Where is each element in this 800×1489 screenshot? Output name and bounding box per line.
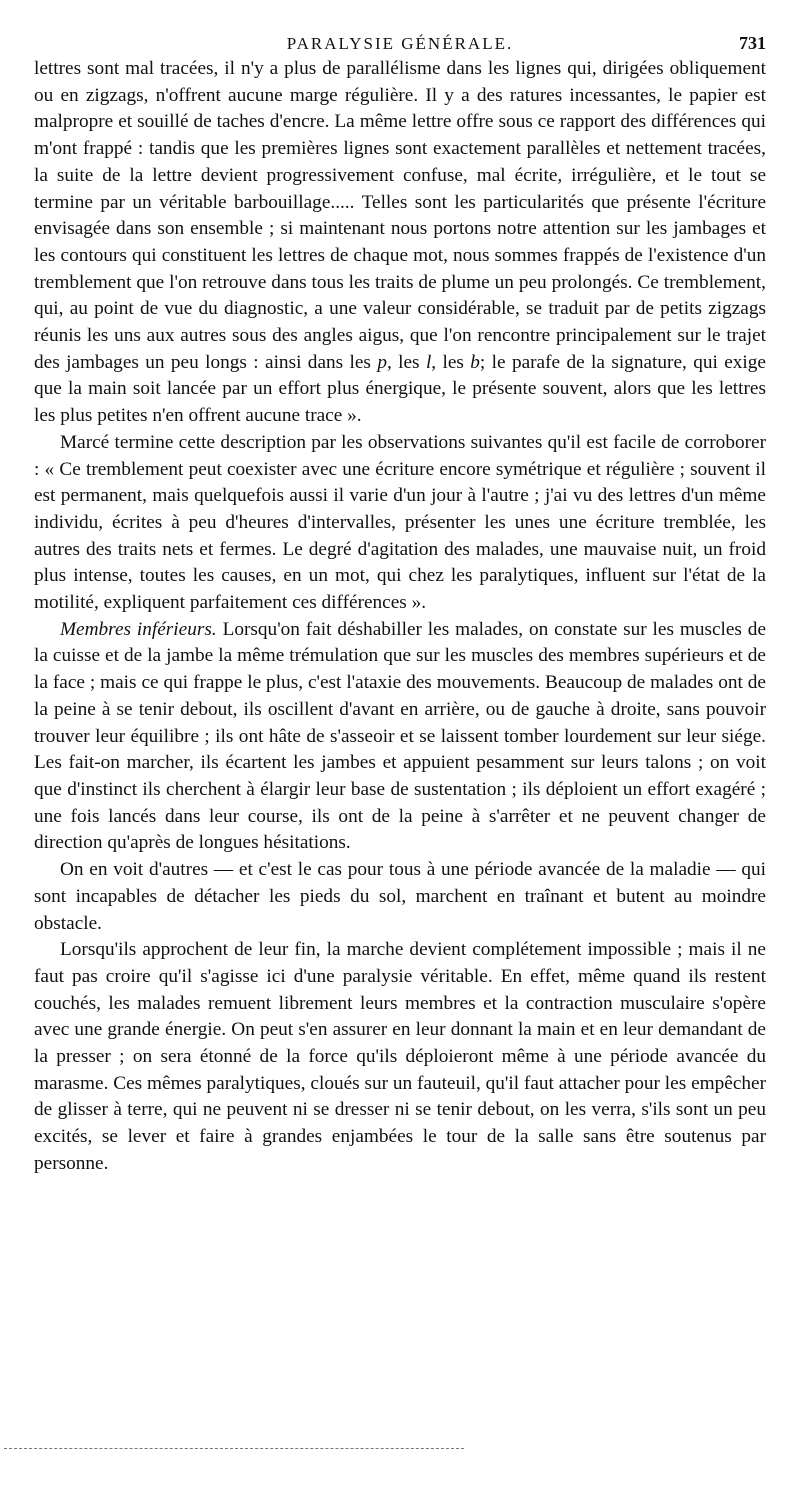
page-header: [34, 0, 766, 56]
book-page: [34, 0, 766, 1178]
body-text: [34, 56, 766, 1178]
italic-letter-b: b: [470, 351, 480, 373]
paragraph-text: , les: [431, 351, 471, 373]
italic-letter-l: l: [425, 351, 432, 373]
paragraph-continued: [34, 56, 766, 430]
footer-rule: [4, 1448, 464, 1449]
italic-letter-p: p: [377, 351, 387, 373]
paragraph-membres-inferieurs: [34, 617, 766, 857]
paragraph-autres: On en voit d'autres — et c'est le cas pour tous à une période avancée de la maladie — qui sont incapables de détacher les pieds du sol, marchent en traînant et butent au moindre obstacle.: [34, 859, 766, 934]
paragraph-fin: Lorsqu'ils approchent de leur fin, la marche devient complétement impossible ; mais il ne faut pas croire qu'il s'agisse ici d'une paralysie véritable. En effet, même quand ils restent couchés, les malades remuent librement leurs membres et la contraction musculaire s'opère avec une grande énergie. On peut s'en assurer en leur donnant la main et en leur demandant de la presser ; on sera étonné de la force qu'ils déploieront même à une période avancée du marasme. Ces mêmes paralytiques, cloués sur un fauteuil, qu'il faut attacher pour les empêcher de glisser à terre, qui ne peuvent ni se dresser ni se tenir debout, on les verra, s'ils sont un peu excités, se lever et faire à grandes enjambées le tour de la salle sans être soutenus par personne.: [34, 939, 766, 1174]
paragraph-text: , les: [386, 351, 426, 373]
paragraph-text: lettres sont mal tracées, il n'y a plus de parallélisme dans les lignes qui, dirigées obliquement ou en zigzags, n'offrent aucune marge régulière. Il y a des ratures incessantes, le papier est malpropre et souillé de taches d'encre. La même lettre offre sous ce rapport des différences qui m'ont frappé : tandis que les premières lignes sont exactement parallèles et nettement tracées, la suite de la lettre devient progressivement confuse, mal écrite, irrégulière, et le tout se termine par un véritable barbouillage..... Telles sont les particularités que présente l'écriture envisagée dans son ensemble ; si maintenant nous portons notre attention sur les jambages et les contours qui constituent les lettres de chaque mot, nous sommes frappés de l'existence d'un tremblement que l'on retrouve dans tous les traits de plume un peu prolongés. Ce tremblement, qui, au point de vue du diagnostic, a une valeur considérable, se traduit par de petits zigzags réunis les uns aux autres sous des angles aigus, que l'on rencontre principalement sur le trajet des jambages un peu longs : ainsi dans les: [34, 58, 766, 373]
paragraph-text: Lorsqu'on fait déshabiller les malades, on constate sur les muscles de la cuisse et de la jambe la même trémulation que sur les muscles des membres supérieurs et de la face ; mais ce qui frappe le plus, c'est l'ataxie des mouvements. Beaucoup de malades ont de la peine à se tenir debout, ils oscillent d'avant en arrière, ou de gauche à droite, sans pouvoir trouver leur équilibre ; ils ont hâte de s'asseoir et se laissent tomber lourdement sur leur siége. Les fait-on marcher, ils écartent les jambes et appuient pesamment sur leurs talons ; on voit que d'instinct ils cherchent à élargir leur base de sustentation ; ils déploient un effort exagéré ; une fois lancés dans leur course, ils ont de la peine à s'arrêter et ne peuvent changer de direction qu'après de longues hésitations.: [34, 618, 766, 854]
paragraph-marce: Marcé termine cette description par les observations suivantes qu'il est facile de corroborer : « Ce tremblement peut coexister avec une écriture encore symétrique et régulière ; souvent il est permanent, mais quelquefois aussi il varie d'un jour à l'autre ; j'ai vu des lettres d'un même individu, écrites à peu d'heures d'intervalles, présenter les unes une écriture tremblée, les autres des traits nets et fermes. Le degré d'agitation des malades, une mauvaise nuit, un froid plus intense, toutes les causes, en un mot, qui chez les paralytiques, influent sur l'état de la motilité, expliquent parfaitement ces différences ».: [34, 431, 766, 614]
paragraph-text: ; le parafe de la signature, qui exige que la main soit lancée par un effort plus énergique, le présente souvent, alors que les lettres les plus petites n'en offrent aucune trace ».: [34, 351, 766, 427]
page-number: 731: [739, 33, 766, 53]
section-heading: Membres inférieurs.: [60, 618, 217, 640]
running-head: PARALYSIE GÉNÉRALE.: [286, 34, 514, 53]
